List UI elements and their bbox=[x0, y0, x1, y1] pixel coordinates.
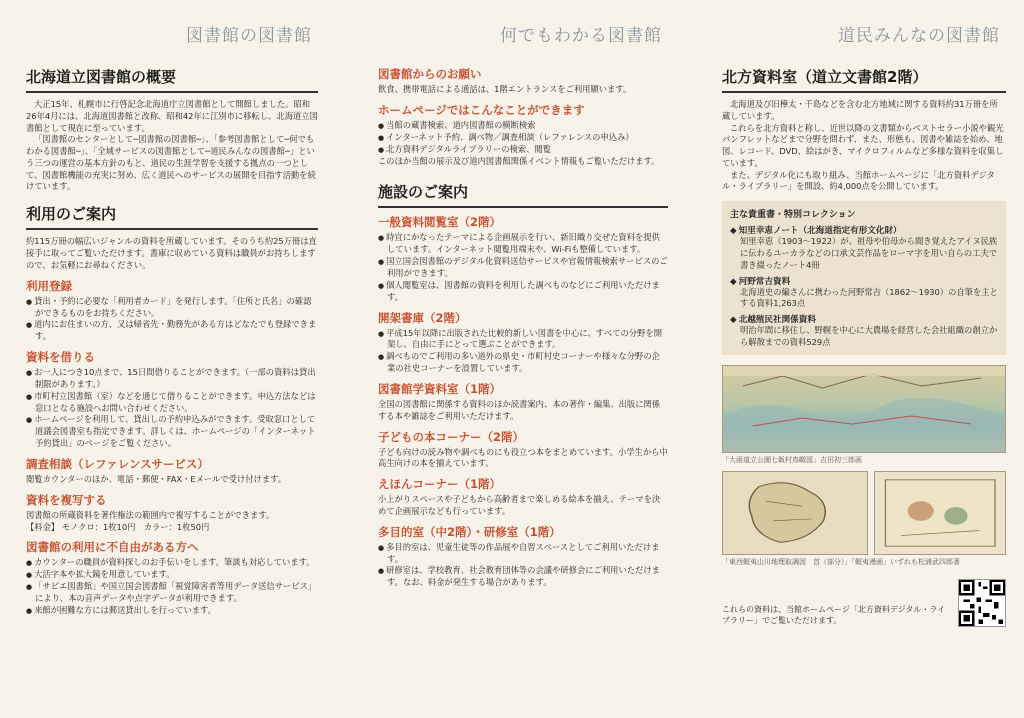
overview-para-1: 大正15年、札幌市に行啓記念北海道庁立図書館として開館しました。昭和26年4月には、北海道図書館と改称、昭和42年に江別市に移転し、北海道立図書館として現在に至っています。 bbox=[26, 99, 318, 133]
collection-box bbox=[722, 201, 1006, 354]
general-room-heading: 一般資料閲覧室（2階） bbox=[378, 215, 502, 230]
list-item: ● 多目的室は、児童生徒等の作品展や自習スペースとしてご利用いただけます。 bbox=[378, 542, 668, 566]
request-heading: 図書館からのお願い bbox=[378, 67, 482, 81]
list-item: ● 北方資料デジタルライブラリーの検索、閲覧 bbox=[378, 144, 668, 156]
registration-list bbox=[26, 296, 318, 343]
panel-header: 道民みんなの図書館 bbox=[838, 25, 1000, 46]
column-know-everything bbox=[352, 0, 688, 718]
list-item: ● 市町村立図書館（室）などを通じて借りることができます。申込方法などは窓口となる施設へお問い合わせください。 bbox=[26, 391, 318, 415]
list-item: ● 道内にお住まいの方、又は帰省先・勤務先がある方はどなたでも登録できます。 bbox=[26, 319, 318, 343]
homepage-list bbox=[378, 120, 668, 156]
accessibility-heading: 図書館の利用に不自由がある方へ bbox=[26, 540, 199, 555]
list-item: ● 調べものでご利用の多い道外の県史・市町村史コーナーや様々な分野の企業の社史コーナーを設置しています。 bbox=[378, 351, 668, 375]
ezo-manga-image bbox=[874, 471, 1006, 555]
list-item: ● カウンターの職員が資料探しのお手伝いをします。筆談も対応しています。 bbox=[26, 557, 318, 569]
list-item: ● 来館が困難な方には郵送貸出しを行っています。 bbox=[26, 605, 318, 617]
accessibility-list bbox=[26, 557, 318, 617]
copy-fee: 【料金】 モノクロ：1枚10円 カラー：1枚50円 bbox=[26, 521, 210, 532]
list-item: ● 貸出・予約に必要な「利用者カード」を発行します。「住所と氏名」の確認ができるものをお持ちください。 bbox=[26, 296, 318, 320]
library-science-text: 全国の図書館に関係する資料のほか読書案内、本の著作・編集、出版に関係する本や雑誌をご利用いただけます。 bbox=[378, 398, 661, 421]
list-item: ● 国立国会図書館のデジタル化資料送信サービスや官報情報検索サービスのご利用ができます。 bbox=[378, 256, 668, 280]
open-stacks-list bbox=[378, 328, 668, 375]
list-item: ● 個人閲覧室は、図書館の資料を利用した調べものなどにご利用いただけます。 bbox=[378, 280, 668, 304]
request-text: 飲食、携帯電話による通話は、1階エントランスをご利用願います。 bbox=[378, 84, 632, 94]
footer-text: これらの資料は、当館ホームページ「北方資料デジタル・ライブラリー」でご覧いただけます。 bbox=[722, 605, 946, 626]
usage-heading: 利用のご案内 bbox=[26, 203, 318, 230]
registration-heading: 利用登録 bbox=[26, 278, 72, 293]
kids-corner-heading: 子どもの本コーナー（2階） bbox=[378, 429, 525, 444]
birdseye-map-caption: 「大函道立公園七飯村鳥瞰図」吉田初三郎画 bbox=[722, 455, 862, 464]
general-room-list bbox=[378, 232, 668, 303]
historic-maps bbox=[722, 471, 1006, 555]
open-stacks-heading: 開架書庫（2階） bbox=[378, 310, 467, 325]
multipurpose-list bbox=[378, 542, 668, 589]
ezo-map-image bbox=[722, 471, 868, 555]
list-item: ● 「サピエ図書館」や国立国会図書館「視覚障害者等用データ送信サービス」により、本の音声データや点字データが利用できます。 bbox=[26, 581, 318, 605]
collection-name: ◆ 北越殖民社関係資料 bbox=[730, 313, 998, 325]
qr-code-icon[interactable] bbox=[958, 579, 1006, 627]
picture-book-text: 小上がりスペースや子どもから高齢者まで楽しめる絵本を揃え、テーマを決めて企画展示なども行っています。 bbox=[378, 494, 661, 516]
reference-heading: 調査相談（レファレンスサービス） bbox=[26, 456, 209, 471]
list-item: ● インターネット予約、調べ物／調査相談（レファレンスの申込み） bbox=[378, 132, 668, 144]
column-library-for-all bbox=[700, 0, 1024, 718]
homepage-note: このほか当館の展示及び道内図書館関係イベント情報もご覧いただけます。 bbox=[378, 155, 660, 166]
list-item: ● 平成15年以降に出版された比較的新しい図書を中心に、すべての分野を開架し、自由に手にとって選ぶことができます。 bbox=[378, 328, 668, 352]
list-item: ● 大活字本や拡大鏡を用意しています。 bbox=[26, 569, 318, 581]
footer bbox=[722, 579, 1006, 627]
borrow-list bbox=[26, 367, 318, 450]
kids-corner-text: 子ども向けの読み物や調べものにも役立つ本をまとめています。小学生から中高生向けの本を揃えています。 bbox=[378, 446, 668, 469]
collection-desc: 知里幸恵（1903～1922）が、祖母や伯母から聞き覚えたアイヌ民族に伝わるユーカラなどの口承文芸作品をローマ字を用い自らの工夫で書き綴ったノート4冊 bbox=[740, 236, 998, 270]
collection-box-title: 主な貴重書・特別コレクション bbox=[730, 210, 856, 221]
collection-desc: 北海道史の編さんに携わった河野常吉（1862～1930）の自筆を主とする資料1,263点 bbox=[740, 286, 998, 309]
picture-book-heading: えほんコーナー（1階） bbox=[378, 477, 502, 492]
birdseye-map-image bbox=[722, 365, 1006, 453]
collection-name: ◆ 知里幸恵ノート（北海道指定有形文化財） bbox=[730, 224, 998, 236]
collection-name: ◆ 河野常吉資料 bbox=[730, 275, 998, 287]
northern-para-1: 北海道及び旧樺太・千島などを含む北方地域に関する資料約31万冊を所蔵しています。 bbox=[722, 99, 998, 121]
collection-desc: 明治年間に移住し、野幌を中心に大農場を経営した会社組織の創立から解散までの資料529点 bbox=[740, 325, 998, 347]
northern-para-3: また、デジタル化にも取り組み、当館ホームページに「北方資料デジタル・ライブラリー」を開設、約4,000点を公開しています。 bbox=[722, 169, 995, 192]
usage-text: 約115万冊の幅広いジャンルの資料を所蔵しています。そのうち約25万冊は直接手に取ってご覧いただけます。書庫に収めている資料は職員がお持ちしますので、お気軽にお尋ねください。 bbox=[26, 236, 317, 270]
list-item: ● ホームページを利用して、貸出しの予約申込みができます。受取窓口として道議会図書室も指定できます。詳しくは、ホームページの「インターネット予約貸出」のページをご覧ください。 bbox=[26, 414, 318, 450]
list-item: ● 当館の蔵書検索、道内図書館の横断検索 bbox=[378, 120, 668, 132]
homepage-heading: ホームページではこんなことができます bbox=[378, 102, 585, 117]
overview-para-2: 「図書館のセンターとして─図書館の図書館─」、「参考図書館として─何でもわかる図書館─」、「全域サービスの図書館として─道民みんなの図書館─」という三つの運営の基本方針のもと、道民の生涯学習を支援する拠点の一つとして、図書館機能の充実に努め、広く道民へのサービスの展開を目指す活動を続けています。 bbox=[26, 134, 316, 192]
borrow-heading: 資料を借りる bbox=[26, 350, 95, 365]
multipurpose-heading: 多目的室（中2階）・研修室（1階） bbox=[378, 524, 561, 539]
overview-heading: 北海道立図書館の概要 bbox=[26, 66, 318, 93]
reference-text: 閲覧カウンターのほか、電話・郵便・FAX・Eメールで受け付けます。 bbox=[26, 473, 287, 484]
northern-para-2: これらを北方資料と称し、近世以降の文書類からベストセラー小説や観光パンフレットなどまで分野を問わず、また、形態も、図書や雑誌を始め、地図、レコード、DVD、絵はがき、マイクロフィルムなど多様な資料を収集しています。 bbox=[722, 122, 1004, 168]
list-item: ● お一人につき10点まで、15日間借りることができます。（一部の資料は貸出制限があります。） bbox=[26, 367, 318, 391]
panel-header: 図書館の図書館 bbox=[186, 25, 312, 46]
historic-maps-caption: 「東西蝦夷山川地理取調図 首（部分）」「蝦夷漫画」いずれも松浦武四郎著 bbox=[722, 557, 960, 566]
library-science-heading: 図書館学資料室（1階） bbox=[378, 381, 502, 396]
list-item: ● 研修室は、学校教育、社会教育団体等の会議や研修会にご利用いただけます。なお、料金が発生する場合があります。 bbox=[378, 565, 668, 589]
list-item: ● 時宜にかなったテーマによる企画展示を行い、新旧織り交ぜた資料を提供しています。インターネット閲覧用端末や、Wi-Fiも整備しています。 bbox=[378, 232, 668, 256]
column-library-of-libraries bbox=[0, 0, 340, 718]
facility-heading: 施設のご案内 bbox=[378, 181, 668, 208]
northern-room-heading: 北方資料室（道立文書館2階） bbox=[722, 66, 1006, 93]
panel-header: 何でもわかる図書館 bbox=[500, 25, 662, 46]
copy-text: 図書館の所蔵資料を著作権法の範囲内で複写することができます。 bbox=[26, 509, 275, 520]
copy-heading: 資料を複写する bbox=[26, 492, 107, 507]
